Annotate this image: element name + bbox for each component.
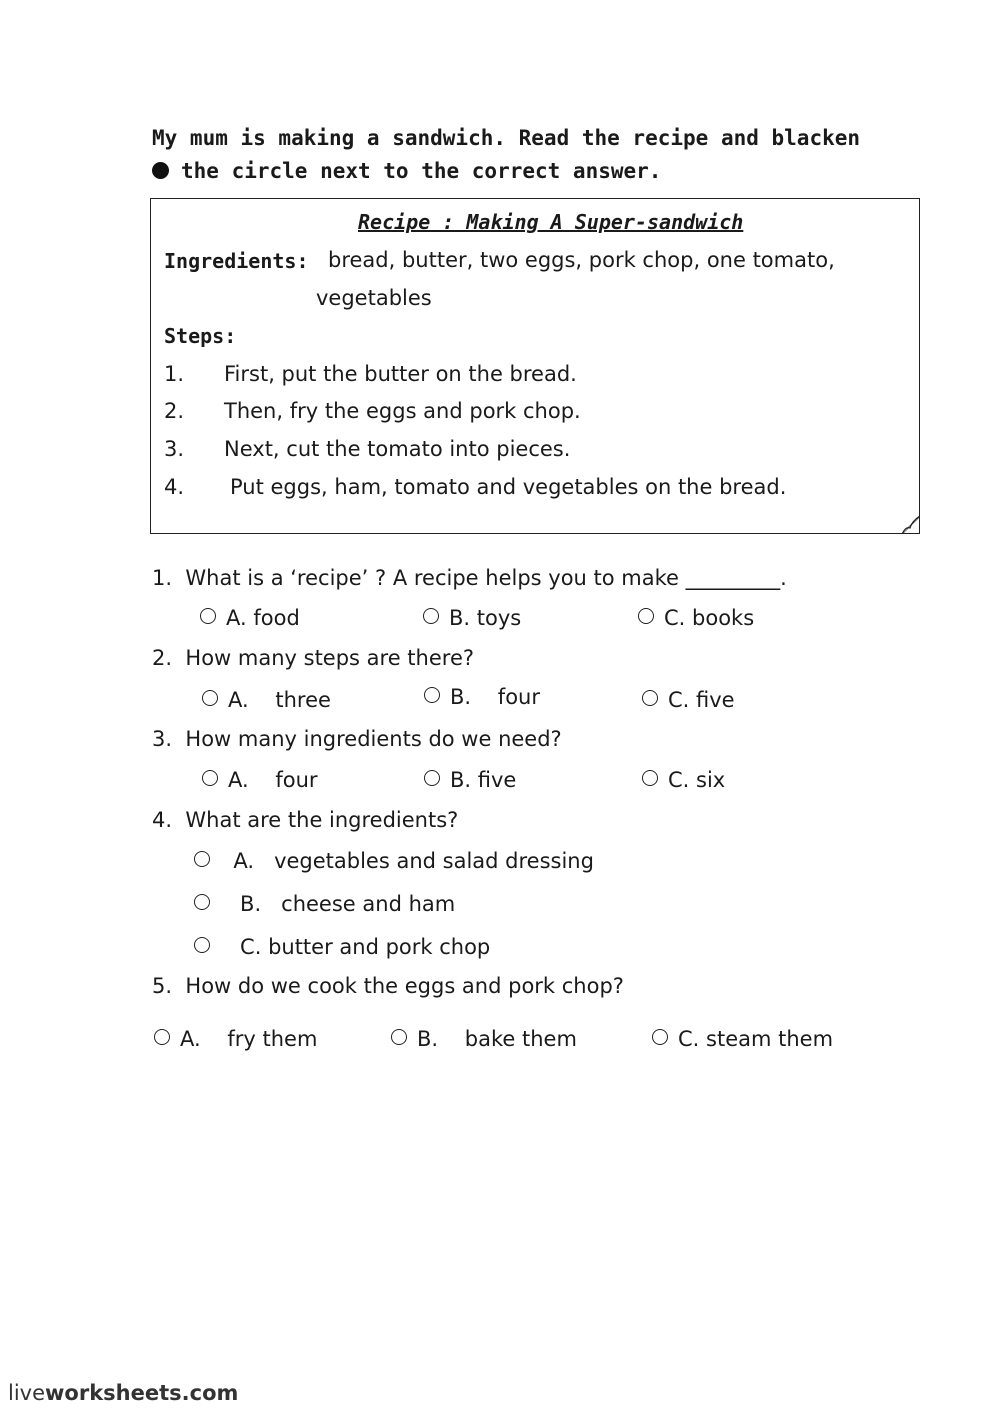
option-letter: A. — [228, 688, 249, 712]
option-text: four — [497, 685, 540, 709]
step-text: First, put the butter on the bread. — [224, 362, 577, 386]
option-letter: A. — [233, 849, 255, 873]
option-text: three — [275, 688, 331, 712]
option-letter: C. — [668, 688, 690, 712]
radio-circle-icon[interactable] — [423, 608, 439, 624]
option-letter: C. — [240, 935, 262, 959]
option-text: fry them — [227, 1027, 318, 1051]
option-text: butter and pork chop — [268, 935, 491, 959]
q5-option-a[interactable] — [154, 1027, 317, 1051]
option-letter: C. — [678, 1027, 700, 1051]
radio-circle-icon[interactable] — [154, 1029, 170, 1045]
q3-option-a[interactable] — [202, 768, 318, 792]
radio-circle-icon[interactable] — [424, 770, 440, 786]
logo-light-text: live — [8, 1381, 46, 1405]
recipe-title: Recipe : Making A Super-sandwich — [358, 210, 744, 234]
option-letter: B. — [449, 606, 471, 630]
option-letter: A. — [226, 606, 247, 630]
question-text: How many ingredients do we need? — [185, 727, 562, 751]
question-number: 1. — [152, 566, 173, 590]
ingredients-label: Ingredients: — [164, 249, 309, 273]
q2-option-b[interactable] — [424, 685, 540, 709]
step-text: Then, fry the eggs and pork chop. — [224, 399, 581, 423]
option-letter: C. — [664, 606, 686, 630]
step-number: 2. — [164, 399, 185, 423]
option-letter: B. — [417, 1027, 439, 1051]
page-curl-icon — [902, 516, 920, 534]
q1-option-a[interactable] — [200, 606, 300, 630]
option-text: five — [477, 768, 517, 792]
question-text: What are the ingredients? — [185, 808, 459, 832]
step-number: 3. — [164, 437, 185, 461]
radio-circle-icon[interactable] — [638, 608, 654, 624]
radio-circle-icon[interactable] — [202, 770, 218, 786]
liveworksheets-logo — [8, 1381, 238, 1405]
instruction-line-2-text: the circle next to the correct answer. — [181, 159, 662, 183]
question-4 — [152, 808, 458, 832]
radio-circle-icon[interactable] — [642, 770, 658, 786]
question-number: 5. — [152, 974, 173, 998]
option-text: cheese and ham — [281, 892, 456, 916]
option-text: six — [696, 768, 726, 792]
instruction-line-2 — [152, 159, 661, 183]
question-2 — [152, 646, 474, 670]
question-5 — [152, 974, 624, 998]
question-number: 2. — [152, 646, 173, 670]
option-text: toys — [476, 606, 522, 630]
q3-option-b[interactable] — [424, 768, 516, 792]
question-3 — [152, 727, 562, 751]
radio-circle-icon[interactable] — [194, 894, 210, 910]
option-letter: A. — [228, 768, 249, 792]
step-text: Next, cut the tomato into pieces. — [224, 437, 571, 461]
q2-option-a[interactable] — [202, 688, 331, 712]
option-letter: B. — [450, 685, 472, 709]
radio-circle-icon[interactable] — [642, 690, 658, 706]
radio-circle-icon[interactable] — [391, 1029, 407, 1045]
option-text: food — [253, 606, 300, 630]
question-text: How do we cook the eggs and pork chop? — [185, 974, 624, 998]
option-text: books — [692, 606, 755, 630]
option-text: five — [696, 688, 735, 712]
radio-circle-icon[interactable] — [194, 937, 210, 953]
option-letter: B. — [240, 892, 262, 916]
steps-label: Steps: — [164, 324, 237, 348]
radio-circle-icon[interactable] — [194, 851, 210, 867]
q3-option-c[interactable] — [642, 768, 725, 792]
option-text: steam them — [706, 1027, 834, 1051]
option-letter: A. — [180, 1027, 201, 1051]
q4-option-c[interactable] — [194, 935, 490, 959]
q1-option-b[interactable] — [423, 606, 521, 630]
filled-circle-icon — [152, 162, 169, 179]
option-text: bake them — [464, 1027, 577, 1051]
question-text: How many steps are there? — [185, 646, 475, 670]
option-text: vegetables and salad dressing — [274, 849, 594, 873]
instruction-line-1: My mum is making a sandwich. Read the recipe and blacken — [152, 126, 861, 150]
option-letter: C. — [668, 768, 690, 792]
question-text: What is a ‘recipe’ ? A recipe helps you to make _________. — [185, 566, 787, 590]
question-number: 3. — [152, 727, 173, 751]
q5-option-c[interactable] — [652, 1027, 833, 1051]
question-1 — [152, 566, 787, 590]
radio-circle-icon[interactable] — [202, 690, 218, 706]
q1-option-c[interactable] — [638, 606, 754, 630]
q2-option-c[interactable] — [642, 688, 735, 712]
question-number: 4. — [152, 808, 173, 832]
q5-option-b[interactable] — [391, 1027, 577, 1051]
q4-option-b[interactable] — [194, 892, 455, 916]
option-text: four — [275, 768, 318, 792]
radio-circle-icon[interactable] — [200, 608, 216, 624]
q4-option-a[interactable] — [194, 849, 594, 873]
step-text: Put eggs, ham, tomato and vegetables on the bread. — [230, 475, 787, 499]
option-letter: B. — [450, 768, 472, 792]
ingredients-line-1: bread, butter, two eggs, pork chop, one tomato, — [328, 248, 835, 272]
radio-circle-icon[interactable] — [652, 1029, 668, 1045]
step-number: 1. — [164, 362, 185, 386]
step-number: 4. — [164, 475, 185, 499]
logo-bold-text: worksheets.com — [45, 1381, 239, 1405]
radio-circle-icon[interactable] — [424, 687, 440, 703]
ingredients-line-2: vegetables — [316, 286, 432, 310]
